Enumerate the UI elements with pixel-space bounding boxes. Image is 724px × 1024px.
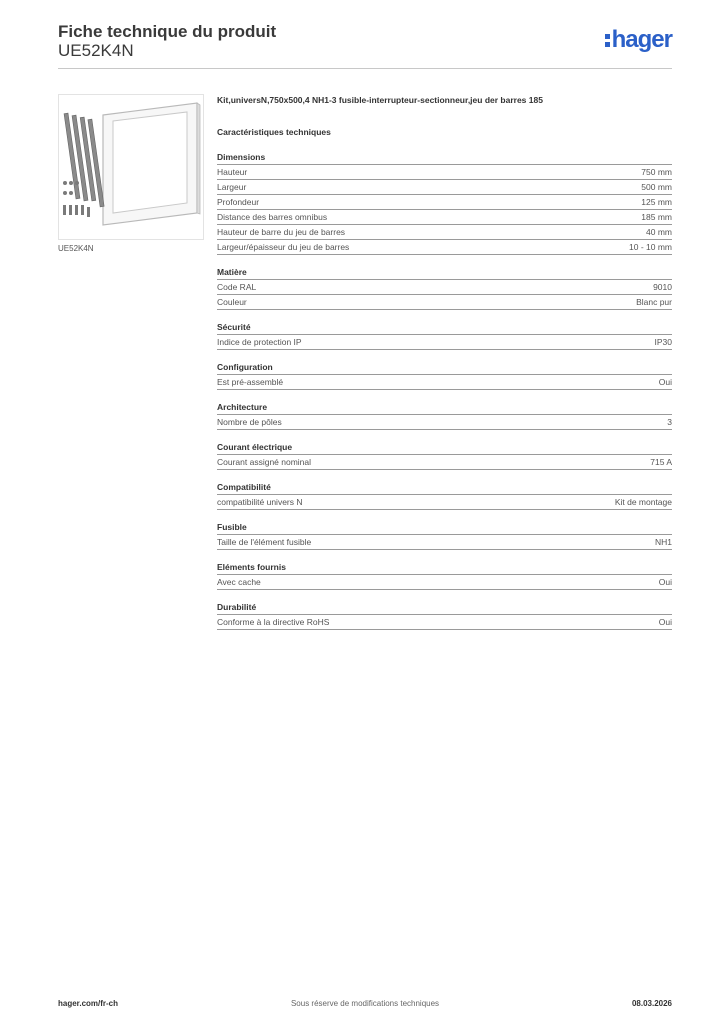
section-title: Dimensions <box>217 151 672 165</box>
spec-label: Code RAL <box>217 282 257 292</box>
spec-value: Oui <box>658 577 672 587</box>
spec-section <box>217 521 672 550</box>
spec-value: 40 mm <box>646 227 672 237</box>
page-title: Fiche technique du produit <box>58 22 277 41</box>
header-divider <box>58 68 672 69</box>
spec-row <box>217 225 672 240</box>
image-caption: UE52K4N <box>58 244 94 253</box>
spec-label: compatibilité univers N <box>217 497 303 507</box>
spec-label: Avec cache <box>217 577 261 587</box>
section-title: Sécurité <box>217 321 672 335</box>
spec-value: Oui <box>658 377 672 387</box>
footer-date: 08.03.2026 <box>631 999 672 1008</box>
spec-section <box>217 441 672 470</box>
hager-logo <box>605 28 672 52</box>
spec-label: Largeur <box>217 182 247 192</box>
section-title: Eléments fournis <box>217 561 672 575</box>
spec-value: 10 - 10 mm <box>629 242 672 252</box>
section-title: Architecture <box>217 401 672 415</box>
spec-row <box>217 455 672 470</box>
spec-row <box>217 295 672 310</box>
spec-section <box>217 361 672 390</box>
spec-heading: Caractéristiques techniques <box>217 127 331 137</box>
section-title: Durabilité <box>217 601 672 615</box>
spec-row <box>217 375 672 390</box>
spec-label: Courant assigné nominal <box>217 457 312 467</box>
spec-value: 185 mm <box>641 212 672 222</box>
spec-value: IP30 <box>654 337 672 347</box>
spec-label: Distance des barres omnibus <box>217 212 328 222</box>
spec-label: Nombre de pôles <box>217 417 282 427</box>
section-title: Configuration <box>217 361 672 375</box>
spec-section <box>217 481 672 510</box>
spec-section <box>217 151 672 255</box>
section-title: Courant électrique <box>217 441 672 455</box>
spec-row <box>217 575 672 590</box>
spec-section <box>217 401 672 430</box>
spec-value: 3 <box>667 417 672 427</box>
spec-row <box>217 210 672 225</box>
spec-section <box>217 601 672 630</box>
spec-section <box>217 561 672 590</box>
footer-website: hager.com/fr-ch <box>58 999 119 1008</box>
section-title: Fusible <box>217 521 672 535</box>
product-specifications <box>217 95 672 641</box>
spec-row <box>217 495 672 510</box>
logo-text: hager <box>611 26 672 53</box>
spec-row <box>217 415 672 430</box>
spec-row <box>217 165 672 180</box>
spec-label: Est pré-assemblé <box>217 377 284 387</box>
spec-label: Profondeur <box>217 197 260 207</box>
product-description: Kit,universN,750x500,4 NH1-3 fusible-interrupteur-sectionneur,jeu der barres 185 <box>217 95 543 105</box>
spec-value: Kit de montage <box>614 497 672 507</box>
spec-row <box>217 615 672 630</box>
spec-label: Couleur <box>217 297 247 307</box>
page-header <box>58 20 672 68</box>
spec-value: 125 mm <box>641 197 672 207</box>
spec-section <box>217 321 672 350</box>
spec-label: Taille de l'élément fusible <box>217 537 312 547</box>
spec-label: Conforme à la directive RoHS <box>217 617 330 627</box>
spec-row <box>217 180 672 195</box>
spec-row <box>217 535 672 550</box>
spec-value: 9010 <box>653 282 672 292</box>
spec-value: NH1 <box>654 537 672 547</box>
spec-section <box>217 266 672 310</box>
product-reference: UE52K4N <box>58 41 134 60</box>
spec-value: 750 mm <box>641 167 672 177</box>
logo-mark-icon <box>605 34 610 47</box>
spec-label: Largeur/épaisseur du jeu de barres <box>217 242 350 252</box>
spec-label: Hauteur de barre du jeu de barres <box>217 227 346 237</box>
section-title: Matière <box>217 266 672 280</box>
section-title: Compatibilité <box>217 481 672 495</box>
spec-value: Oui <box>658 617 672 627</box>
footer-disclaimer: Sous réserve de modifications techniques <box>290 999 440 1008</box>
product-image <box>58 94 204 240</box>
spec-value: 715 A <box>650 457 672 467</box>
spec-value: 500 mm <box>641 182 672 192</box>
spec-label: Indice de protection IP <box>217 337 302 347</box>
spec-value: Blanc pur <box>636 297 672 307</box>
spec-row <box>217 280 672 295</box>
spec-row <box>217 195 672 210</box>
spec-row <box>217 240 672 255</box>
spec-label: Hauteur <box>217 167 248 177</box>
spec-row <box>217 335 672 350</box>
spec-sections <box>217 151 672 630</box>
product-illustration <box>59 95 203 239</box>
